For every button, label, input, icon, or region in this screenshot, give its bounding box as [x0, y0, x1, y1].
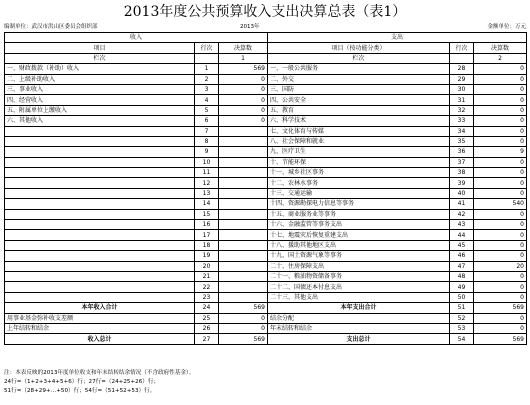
income-value — [219, 209, 268, 219]
expense-line-no: 36 — [450, 147, 474, 157]
table-row — [5, 230, 527, 240]
grand-out-label: 支出总计 — [268, 334, 450, 344]
income-total-no: 24 — [195, 303, 219, 313]
table-row — [5, 199, 527, 209]
expense-value: 0 — [474, 126, 527, 136]
expense-item: 二十三、其他支出 — [268, 292, 450, 302]
income-value — [219, 136, 268, 146]
col-index-label: 栏次 — [268, 53, 450, 63]
grand-in-value: 569 — [219, 334, 268, 344]
expense-item: 八、社会保障和就业 — [268, 136, 450, 146]
grand-in-label: 收入总计 — [5, 334, 195, 344]
expense-item: 十六、金融监管等事务支出 — [268, 220, 450, 230]
table-row — [5, 188, 527, 198]
income-line-no: 13 — [195, 188, 219, 198]
expense-line-no: 41 — [450, 199, 474, 209]
income-value — [219, 147, 268, 157]
income-item — [5, 178, 195, 188]
line-no-header: 行次 — [450, 43, 474, 53]
expense-value: 0 — [474, 84, 527, 94]
income-line-no: 23 — [195, 292, 219, 302]
expense-line-no: 39 — [450, 178, 474, 188]
expense-item: 十二、农林水事务 — [268, 178, 450, 188]
income-item: 一、财政拨款（补助）收入 — [5, 64, 195, 74]
income-item — [5, 188, 195, 198]
col-index-label: 栏次 — [5, 53, 195, 63]
income-value: 0 — [219, 74, 268, 84]
carry-row — [5, 323, 527, 333]
income-line-no: 6 — [195, 116, 219, 126]
expense-item: 二、外交 — [268, 74, 450, 84]
income-value: 0 — [219, 116, 268, 126]
expense-line-no: 43 — [450, 220, 474, 230]
income-line-no: 9 — [195, 147, 219, 157]
expense-line-no: 31 — [450, 95, 474, 105]
expense-value: 0 — [474, 209, 527, 219]
expense-item: 四、公共安全 — [268, 95, 450, 105]
income-value — [219, 126, 268, 136]
year-label: 2013年 — [240, 24, 260, 30]
reserve-value: 0 — [219, 313, 268, 323]
income-item — [5, 261, 195, 271]
expense-total-label: 本年支出合计 — [268, 303, 450, 313]
income-item — [5, 209, 195, 219]
expense-line-no: 38 — [450, 168, 474, 178]
income-total-row — [5, 303, 527, 313]
income-value — [219, 292, 268, 302]
expense-item: 十一、城乡社区事务 — [268, 168, 450, 178]
income-item — [5, 168, 195, 178]
income-value — [219, 168, 268, 178]
final-header: 决算数 — [219, 43, 268, 53]
expense-line-no: 28 — [450, 64, 474, 74]
income-value: 0 — [219, 84, 268, 94]
expense-line-no: 37 — [450, 157, 474, 167]
income-item: 三、事业收入 — [5, 84, 195, 94]
expense-value: 0 — [474, 116, 527, 126]
income-item — [5, 157, 195, 167]
reserve-row — [5, 313, 527, 323]
table-row — [5, 147, 527, 157]
expense-line-no: 49 — [450, 282, 474, 292]
expense-item: 二十二、国债还本付息支出 — [268, 282, 450, 292]
expense-value: 0 — [474, 251, 527, 261]
table-row — [5, 116, 527, 126]
expense-item: 十三、交通运输 — [268, 188, 450, 198]
expense-value: 0 — [474, 74, 527, 84]
expense-line-no: 45 — [450, 240, 474, 250]
income-item — [5, 126, 195, 136]
table-row — [5, 178, 527, 188]
table-row — [5, 168, 527, 178]
income-line-no: 15 — [195, 209, 219, 219]
table-row — [5, 240, 527, 250]
income-value — [219, 282, 268, 292]
income-item — [5, 271, 195, 281]
expense-line-no: 29 — [450, 74, 474, 84]
expense-value: 0 — [474, 178, 527, 188]
table-row — [5, 95, 527, 105]
expense-item: 一、一般公共服务 — [268, 64, 450, 74]
income-line-no: 4 — [195, 95, 219, 105]
income-item — [5, 240, 195, 250]
income-line-no: 8 — [195, 136, 219, 146]
carry-in-label: 上年结转和结余 — [5, 323, 195, 333]
note-line: 51行=（28+29+…+50）行；54行=（51+52+53）行。 — [4, 388, 156, 394]
income-value: 569 — [219, 64, 268, 74]
expense-value: 20 — [474, 261, 527, 271]
expense-item: 十七、地震灾后恢复重建支出 — [268, 230, 450, 240]
reserve-no: 25 — [195, 313, 219, 323]
expense-item: 十八、援助其他地区支出 — [268, 240, 450, 250]
expense-value: 0 — [474, 95, 527, 105]
expense-value: 0 — [474, 64, 527, 74]
income-total-label: 本年收入合计 — [5, 303, 195, 313]
income-item: 二、上级补助收入 — [5, 74, 195, 84]
reserve-label: 用事业基金弥补收支差额 — [5, 313, 195, 323]
expense-line-no: 33 — [450, 116, 474, 126]
expense-item: 二十、住房保障支出 — [268, 261, 450, 271]
income-value — [219, 178, 268, 188]
income-value — [219, 271, 268, 281]
income-item — [5, 282, 195, 292]
expense-line-no: 50 — [450, 292, 474, 302]
expense-line-no: 44 — [450, 230, 474, 240]
carry-out-value: 0 — [474, 323, 527, 333]
expense-line-no: 34 — [450, 126, 474, 136]
income-value — [219, 240, 268, 250]
col-index-1: 1 — [219, 53, 268, 63]
grand-out-value: 569 — [474, 334, 527, 344]
income-value — [219, 199, 268, 209]
line-no-header: 行次 — [195, 43, 219, 53]
expense-item: 三、国防 — [268, 84, 450, 94]
income-line-no: 10 — [195, 157, 219, 167]
table-row — [5, 74, 527, 84]
expense-item-header: 项目（按功能分类） — [268, 43, 450, 53]
income-line-no: 5 — [195, 105, 219, 115]
table-row — [5, 261, 527, 271]
income-line-no: 19 — [195, 251, 219, 261]
income-line-no: 18 — [195, 240, 219, 250]
grand-in-no: 27 — [195, 334, 219, 344]
table-row — [5, 209, 527, 219]
expense-item: 六、科学技术 — [268, 116, 450, 126]
expense-value: 0 — [474, 105, 527, 115]
table-row — [5, 251, 527, 261]
income-item-header: 项目 — [5, 43, 195, 53]
grand-total-row — [5, 334, 527, 344]
col-index-2: 2 — [474, 53, 527, 63]
table-row — [5, 271, 527, 281]
income-value — [219, 251, 268, 261]
table-row — [5, 292, 527, 302]
expense-value: 0 — [474, 168, 527, 178]
expense-item: 十、节能环保 — [268, 157, 450, 167]
table-row — [5, 64, 527, 74]
col-index-blank — [195, 53, 219, 63]
expense-value: 9 — [474, 147, 527, 157]
expense-value: 0 — [474, 271, 527, 281]
expense-value: 0 — [474, 282, 527, 292]
expense-value: 0 — [474, 220, 527, 230]
report-meta — [4, 23, 526, 32]
header-row-1 — [5, 33, 527, 43]
header-row-3 — [5, 53, 527, 63]
expense-total-value: 569 — [474, 303, 527, 313]
expense-line-no: 30 — [450, 84, 474, 94]
expense-value: 0 — [474, 136, 527, 146]
expense-line-no: 48 — [450, 271, 474, 281]
expense-value: 540 — [474, 199, 527, 209]
grand-out-no: 54 — [450, 334, 474, 344]
income-item — [5, 147, 195, 157]
income-item: 四、经营收入 — [5, 95, 195, 105]
expense-item: 十四、资源勘探电力信息等事务 — [268, 199, 450, 209]
surplus-label: 结余分配 — [268, 313, 450, 323]
table-row — [5, 136, 527, 146]
income-line-no: 2 — [195, 74, 219, 84]
header-row-2 — [5, 43, 527, 53]
expense-value: 0 — [474, 230, 527, 240]
income-total-value: 569 — [219, 303, 268, 313]
surplus-value: 0 — [474, 313, 527, 323]
income-item: 五、附属单位上缴收入 — [5, 105, 195, 115]
income-item — [5, 251, 195, 261]
income-value — [219, 261, 268, 271]
expense-header: 支出 — [268, 33, 527, 43]
income-item: 六、其他收入 — [5, 116, 195, 126]
expense-line-no: 46 — [450, 251, 474, 261]
income-line-no: 7 — [195, 126, 219, 136]
income-line-no: 12 — [195, 178, 219, 188]
income-item — [5, 292, 195, 302]
income-line-no: 3 — [195, 84, 219, 94]
income-line-no: 11 — [195, 168, 219, 178]
expense-value: 0 — [474, 157, 527, 167]
expense-total-no: 51 — [450, 303, 474, 313]
table-row — [5, 105, 527, 115]
expense-item: 五、教育 — [268, 105, 450, 115]
expense-line-no: 42 — [450, 209, 474, 219]
income-line-no: 1 — [195, 64, 219, 74]
table-row — [5, 282, 527, 292]
income-item — [5, 230, 195, 240]
expense-value: 0 — [474, 292, 527, 302]
income-value — [219, 157, 268, 167]
currency-label: 金额单位：万元 — [487, 24, 526, 30]
income-value — [219, 230, 268, 240]
note-line: 注：本表反映的2013年度单位收支和年末结转结余情况（不含政府性基金）。 — [4, 370, 195, 376]
income-value — [219, 188, 268, 198]
expense-line-no: 35 — [450, 136, 474, 146]
notes — [4, 369, 526, 396]
expense-line-no: 40 — [450, 188, 474, 198]
expense-item: 二十一、粮油物资储备事务 — [268, 271, 450, 281]
col-index-blank — [450, 53, 474, 63]
carry-out-label: 年末结转和结余 — [268, 323, 450, 333]
income-value: 0 — [219, 95, 268, 105]
expense-value: 0 — [474, 240, 527, 250]
income-line-no: 22 — [195, 282, 219, 292]
income-line-no: 14 — [195, 199, 219, 209]
table-row — [5, 220, 527, 230]
table-row — [5, 157, 527, 167]
expense-item: 十九、国土资源气象等事务 — [268, 251, 450, 261]
expense-value: 0 — [474, 188, 527, 198]
table-row — [5, 126, 527, 136]
income-line-no: 20 — [195, 261, 219, 271]
expense-item: 十五、商业服务业等事务 — [268, 209, 450, 219]
surplus-no: 52 — [450, 313, 474, 323]
report-title: 2013年度公共预算收入支出决算总表（表1） — [123, 4, 407, 20]
expense-item: 九、医疗卫生 — [268, 147, 450, 157]
expense-item: 七、文化体育与传媒 — [268, 126, 450, 136]
income-value: 0 — [219, 105, 268, 115]
income-item — [5, 199, 195, 209]
income-value — [219, 220, 268, 230]
carry-in-no: 26 — [195, 323, 219, 333]
unit-label: 编制单位：武汉市洪山区委员会组织部 — [4, 24, 98, 30]
income-header: 收入 — [5, 33, 268, 43]
note-line: 24行=（1+2+3+4+5+6）行；27行=（24+25+26）行； — [4, 379, 160, 385]
income-item — [5, 136, 195, 146]
carry-in-value: 0 — [219, 323, 268, 333]
expense-line-no: 32 — [450, 105, 474, 115]
table-row — [5, 84, 527, 94]
income-line-no: 21 — [195, 271, 219, 281]
income-line-no: 16 — [195, 220, 219, 230]
expense-line-no: 47 — [450, 261, 474, 271]
final-header: 决算数 — [474, 43, 527, 53]
income-item — [5, 220, 195, 230]
budget-table — [4, 32, 527, 345]
income-line-no: 17 — [195, 230, 219, 240]
carry-out-no: 53 — [450, 323, 474, 333]
